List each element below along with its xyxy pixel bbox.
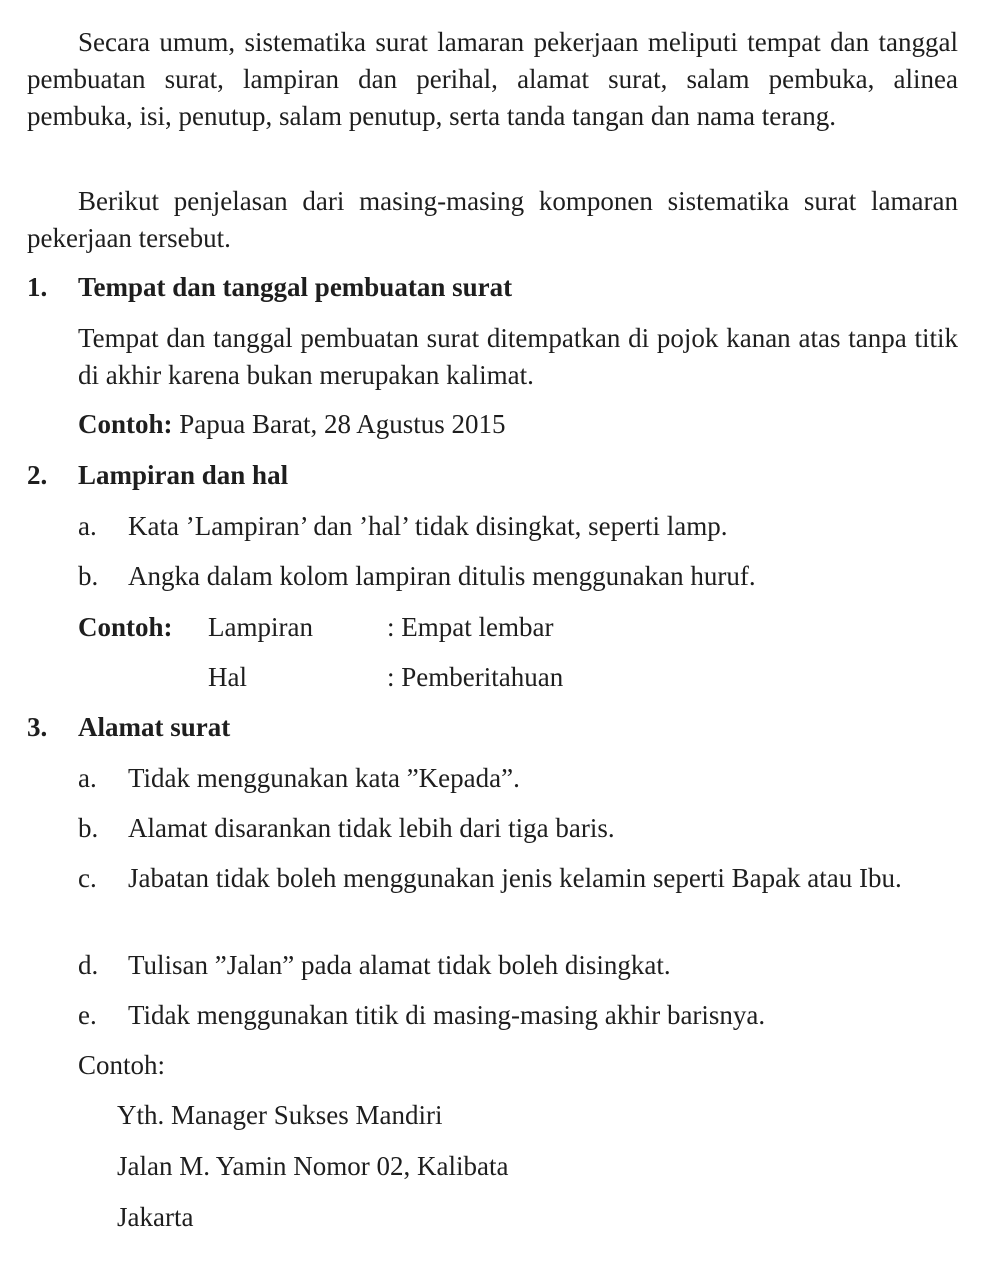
item-letter: e.	[78, 1000, 97, 1030]
section-3-item-e	[78, 997, 958, 1034]
section-2-example-value-1: : Empat lembar	[387, 612, 554, 642]
item-letter: b.	[78, 561, 99, 591]
section-3-item-b	[78, 810, 958, 847]
item-letter: a.	[78, 763, 97, 793]
section-2-item-b	[78, 558, 958, 595]
section-1-example	[78, 406, 506, 443]
address-line-1: Yth. Manager Sukses Mandiri	[117, 1100, 443, 1130]
section-3-item-c	[78, 860, 958, 897]
item-text: Tidak menggunakan kata ”Kepada”.	[128, 763, 520, 793]
section-2-heading	[27, 457, 288, 494]
item-text: Tidak menggunakan titik di masing-masing akhir barisnya.	[128, 1000, 766, 1030]
section-1-title: Tempat dan tanggal pembuatan surat	[78, 272, 513, 302]
item-letter: d.	[78, 950, 99, 980]
section-3-number: 3.	[27, 712, 48, 742]
section-2-number: 2.	[27, 460, 48, 490]
item-letter: a.	[78, 511, 97, 541]
section-2-example-label: Contoh:	[78, 612, 173, 642]
address-line-3: Jakarta	[117, 1202, 194, 1232]
item-text: Kata ’Lampiran’ dan ’hal’ tidak disingkat, seperti lamp.	[128, 511, 728, 541]
section-1-number: 1.	[27, 272, 48, 302]
section-3-item-a	[78, 760, 958, 797]
item-text: Jabatan tidak boleh menggunakan jenis kelamin seperti Bapak atau Ibu.	[128, 863, 902, 893]
item-text: Angka dalam kolom lampiran ditulis menggunakan huruf.	[128, 561, 756, 591]
item-text: Alamat disarankan tidak lebih dari tiga baris.	[128, 813, 615, 843]
section-2-example-key-2: Hal	[208, 662, 247, 692]
section-2-example-key-1: Lampiran	[208, 612, 313, 642]
section-1-body: Tempat dan tanggal pembuatan surat ditempatkan di pojok kanan atas tanpa titik di akhir karena bukan merupakan kalimat.	[78, 323, 958, 390]
section-2-example-value-2: : Pemberitahuan	[387, 662, 564, 692]
section-1-example-label: Contoh:	[78, 409, 173, 439]
item-letter: b.	[78, 813, 99, 843]
intro-paragraph-1: Secara umum, sistematika surat lamaran pekerjaan meliputi tempat dan tanggal pembuatan surat, lampiran dan perihal, alamat surat, salam pembuka, alinea pembuka, isi, penutup, salam penutup, serta tanda tangan dan nama terang.	[27, 27, 958, 131]
section-1-example-text: Papua Barat, 28 Agustus 2015	[179, 409, 506, 439]
section-3-item-d	[78, 947, 958, 984]
intro-paragraph-2: Berikut penjelasan dari masing-masing komponen sistematika surat lamaran pekerjaan tersebut.	[27, 186, 958, 253]
section-2-item-a	[78, 508, 958, 545]
section-2-title: Lampiran dan hal	[78, 460, 289, 490]
section-3-title: Alamat surat	[78, 712, 231, 742]
item-text: Tulisan ”Jalan” pada alamat tidak boleh disingkat.	[128, 950, 671, 980]
section-3-example-label: Contoh:	[78, 1050, 166, 1080]
address-line-2: Jalan M. Yamin Nomor 02, Kalibata	[117, 1151, 509, 1181]
item-letter: c.	[78, 863, 97, 893]
section-3-heading	[27, 709, 230, 746]
section-1-heading	[27, 269, 512, 306]
